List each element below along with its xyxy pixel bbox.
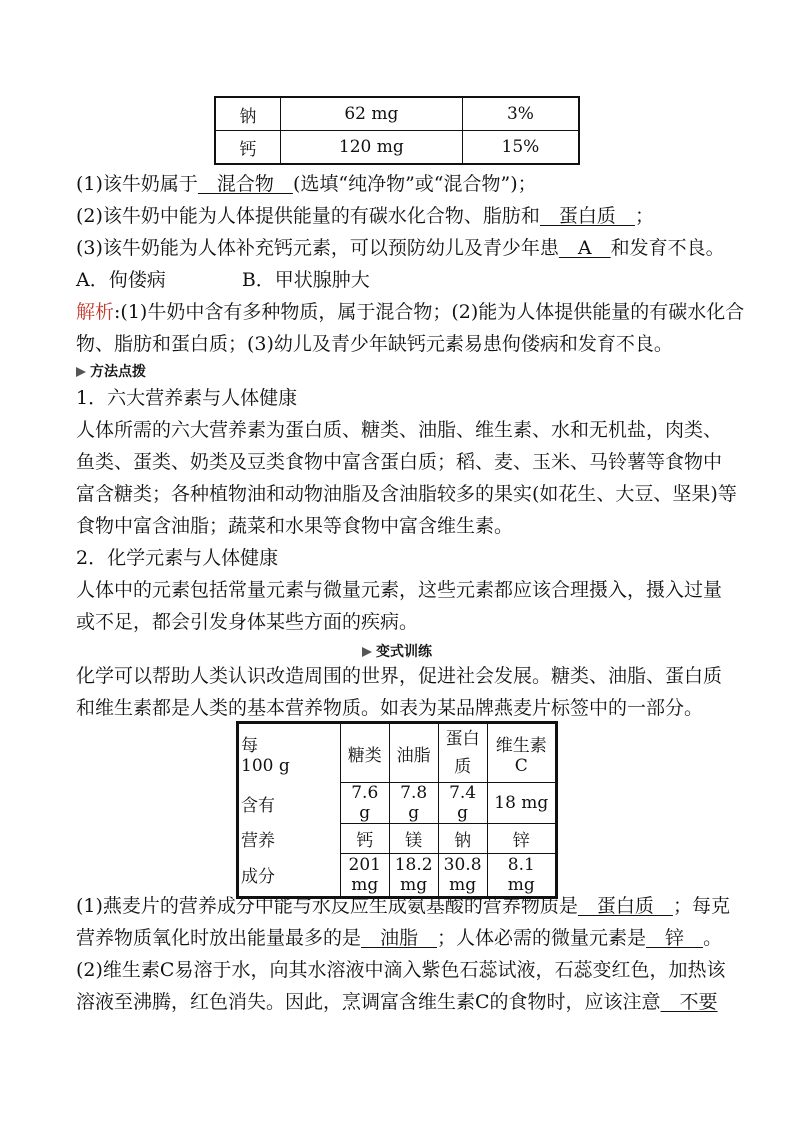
table-cell: 201 mg	[340, 854, 389, 898]
arrow-icon	[362, 647, 372, 657]
side-label: 营养	[238, 824, 341, 854]
question-2	[76, 200, 654, 232]
oatmeal-nutrition-table	[236, 721, 558, 899]
method-paragraph-line: 鱼类、蛋类、奶类及豆类食物中富含蛋白质；稻、麦、玉米、马铃薯等食物中	[76, 451, 723, 473]
practice-heading-text: 变式训练	[376, 644, 432, 660]
table-header-cell: 蛋白质	[438, 723, 487, 783]
table-cell: 钙	[340, 824, 389, 854]
table-cell: 30.8 mg	[438, 854, 487, 898]
table-cell: 8.1 mg	[487, 854, 556, 898]
method-heading-text: 方法点拨	[90, 364, 146, 380]
table-cell: 镁	[389, 824, 438, 854]
analysis-label: 解析	[76, 301, 115, 323]
question-text: (2)该牛奶中能为人体提供能量的有碳水化合物、脂肪和	[76, 205, 540, 227]
table-cell: 7.8 g	[389, 783, 438, 824]
table-cell: 钠	[215, 97, 280, 131]
table-cell: 钠	[438, 824, 487, 854]
method-paragraph-line: 或不足，都会引发身体某些方面的疾病。	[76, 611, 419, 633]
question-text: 和发育不良。	[610, 237, 725, 259]
table-cell: 钙	[215, 131, 280, 165]
practice-question-1-line-1	[76, 890, 730, 922]
answer-blank: 蛋白质	[539, 205, 635, 227]
question-text: 。	[703, 927, 723, 949]
table-row	[215, 97, 579, 131]
answer-blank: 混合物	[197, 173, 293, 195]
method-heading	[76, 361, 146, 381]
table-cell: 15%	[462, 131, 579, 165]
method-paragraph-line: 人体中的元素包括常量元素与微量元素，这些元素都应该合理摄入，摄入过量	[76, 579, 723, 601]
option-b: B．甲状腺肿大	[241, 269, 370, 291]
table-row	[238, 783, 557, 824]
side-label-cell	[238, 723, 341, 783]
method-subheading-1: 1．六大营养素与人体健康	[76, 387, 298, 409]
question-text: ；	[634, 205, 654, 227]
table-cell: 锌	[487, 824, 556, 854]
question-text: 溶液至沸腾，红色消失。因此，烹调富含维生素C的食物时，应该注意	[76, 991, 661, 1013]
answer-blank: 不要	[660, 991, 718, 1013]
practice-question-2-line-1: (2)维生素C易溶于水，向其水溶液中滴入紫色石蕊试液，石蕊变红色，加热该	[76, 959, 726, 981]
question-3	[76, 232, 725, 264]
method-paragraph-line: 人体所需的六大营养素为蛋白质、糖类、油脂、维生素、水和无机盐，肉类、	[76, 419, 723, 441]
practice-heading	[0, 641, 794, 661]
question-text: (选填“纯净物”或“混合物”)；	[292, 173, 537, 195]
analysis-line-2: 物、脂肪和蛋白质；(3)幼儿及青少年缺钙元素易患佝偻病和发育不良。	[76, 333, 673, 355]
table-cell: 18 mg	[487, 783, 556, 824]
practice-intro-line: 和维生素都是人类的基本营养物质。如表为某品牌燕麦片标签中的一部分。	[76, 697, 704, 719]
question-text: (1)该牛奶属于	[76, 173, 198, 195]
answer-blank: A	[558, 237, 611, 259]
method-paragraph-line: 食物中富含油脂；蔬菜和水果等食物中富含维生素。	[76, 515, 514, 537]
question-text: ；每克	[672, 895, 730, 917]
table-cell: 62 mg	[280, 97, 462, 131]
analysis-line-1	[76, 296, 744, 328]
side-label: 成分	[238, 854, 341, 898]
table-header-cell: 油脂	[389, 723, 438, 783]
table-header-cell: 维生素C	[487, 723, 556, 783]
table-cell: 3%	[462, 97, 579, 131]
side-label: 100 g	[241, 755, 290, 776]
question-text: (3)该牛奶能为人体补充钙元素，可以预防幼儿及青少年患	[76, 237, 559, 259]
practice-intro-line: 化学可以帮助人类认识改造周围的世界，促进社会发展。糖类、油脂、蛋白质	[76, 665, 723, 687]
table-row	[238, 723, 557, 783]
table-cell: 120 mg	[280, 131, 462, 165]
practice-question-2-line-2	[76, 986, 718, 1018]
table-cell: 18.2 mg	[389, 854, 438, 898]
side-label: 含有	[238, 783, 341, 824]
side-label: 每	[241, 735, 258, 756]
question-text: ；人体必需的微量元素是	[437, 927, 647, 949]
answer-blank: 油脂	[361, 927, 438, 949]
milk-nutrition-table	[214, 96, 580, 165]
answer-blank: 蛋白质	[577, 895, 673, 917]
method-paragraph-line: 富含糖类；各种植物油和动物油脂及含油脂较多的果实(如花生、大豆、坚果)等	[76, 483, 737, 505]
table-cell: 7.6 g	[340, 783, 389, 824]
table-row	[215, 131, 579, 165]
arrow-icon	[76, 367, 86, 377]
options-row	[76, 264, 370, 296]
table-row	[238, 824, 557, 854]
question-text: 营养物质氧化时放出能量最多的是	[76, 927, 362, 949]
table-cell: 7.4 g	[438, 783, 487, 824]
analysis-text: :(1)牛奶中含有多种物质，属于混合物；(2)能为人体提供能量的有碳水化合	[114, 301, 745, 323]
option-a: A．佝偻病	[76, 269, 166, 291]
method-subheading-2: 2．化学元素与人体健康	[76, 547, 279, 569]
question-1	[76, 168, 537, 200]
answer-blank: 锌	[646, 927, 704, 949]
practice-question-1-line-2	[76, 922, 722, 954]
question-text: (1)燕麦片的营养成分中能与水反应生成氨基酸的营养物质是	[76, 895, 578, 917]
table-header-cell: 糖类	[340, 723, 389, 783]
